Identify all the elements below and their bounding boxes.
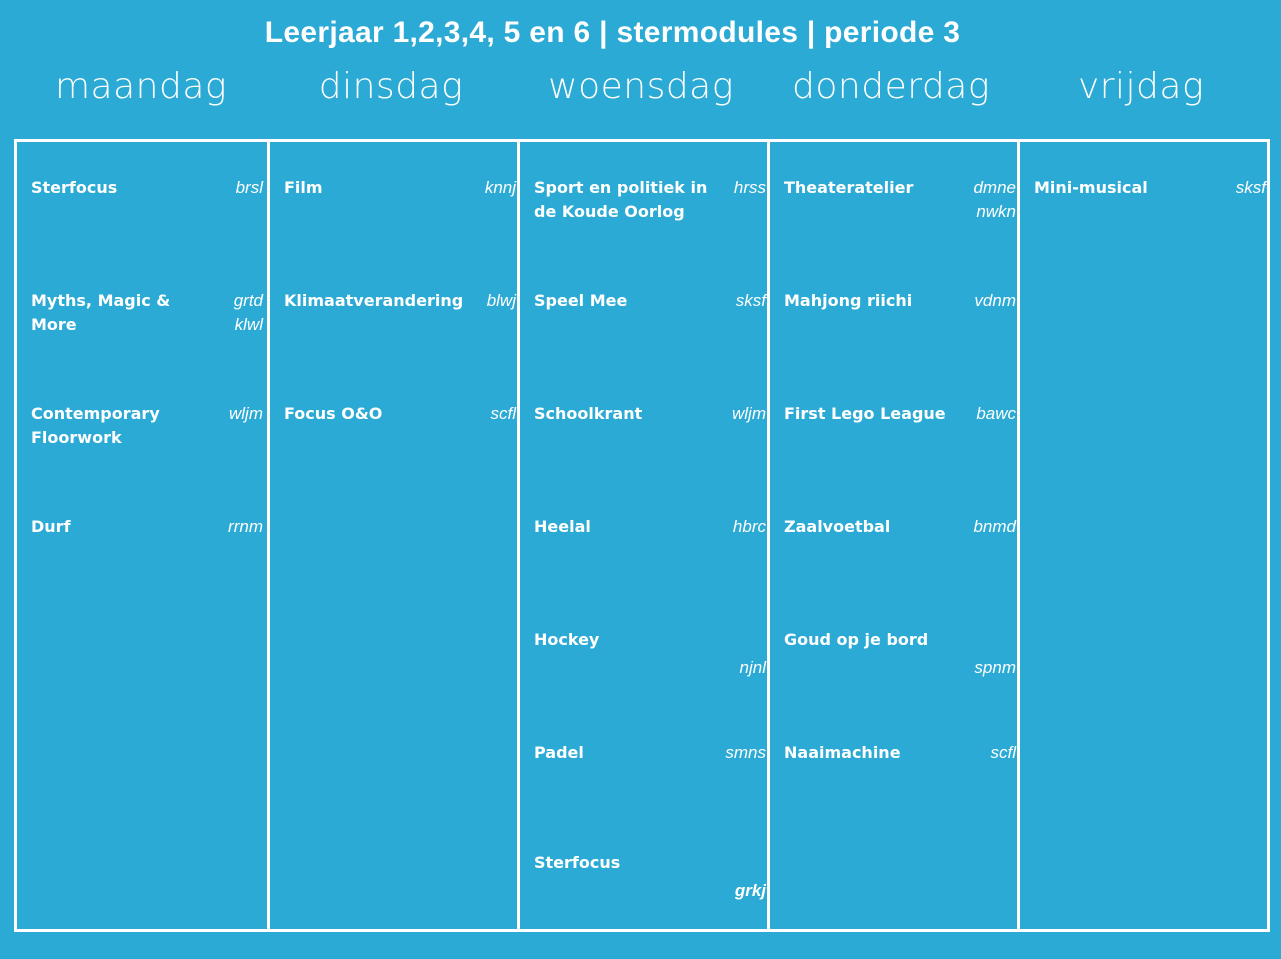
schedule-grid (14, 139, 1270, 932)
code-line: sksf (735, 291, 766, 310)
code-line: blwj (486, 291, 516, 310)
module-name: Theateratelier (784, 178, 914, 197)
code-line: sksf (1235, 178, 1266, 197)
code-line: hbrc (732, 517, 766, 536)
module-name: Durf (31, 517, 71, 536)
module-name: Klimaatverandering (284, 291, 464, 310)
code-line: hrss (733, 178, 766, 197)
teacher-code (485, 176, 516, 200)
day-header-tuesday: dinsdag (318, 66, 464, 107)
teacher-code (976, 402, 1016, 426)
teacher-code (732, 402, 766, 426)
teacher-code (487, 289, 516, 313)
day-headers (16, 66, 1266, 126)
code-line: vdnm (974, 291, 1016, 310)
module-name: Padel (534, 743, 584, 762)
teacher-code (734, 176, 766, 200)
day-header-friday: vrijdag (1077, 66, 1205, 107)
code-line: wljm (229, 404, 263, 423)
teacher-code (736, 289, 766, 313)
module-name: Mahjong riichi (784, 291, 913, 310)
code-line: dmne (973, 178, 1016, 197)
module-name: Myths, Magic & More (31, 291, 171, 334)
code-line: wljm (732, 404, 766, 423)
module-name: Focus O&O (284, 404, 383, 423)
module-name: Mini-musical (1034, 178, 1148, 197)
module-name: Sterfocus (31, 178, 118, 197)
module-name: Speel Mee (534, 291, 628, 310)
column-thursday (767, 142, 1020, 929)
code-line: grkj (734, 881, 766, 900)
code-line: rrnm (228, 517, 263, 536)
code-line: nwkn (976, 202, 1016, 221)
module-name: Zaalvoetbal (784, 517, 891, 536)
code-line: spnm (974, 658, 1016, 677)
teacher-code (740, 656, 766, 680)
module-name: Schoolkrant (534, 404, 643, 423)
teacher-code (236, 176, 263, 200)
column-friday (1017, 142, 1270, 929)
module-name: Sport en politiek in de Koude Oorlog (534, 178, 708, 221)
code-line: njnl (739, 658, 766, 677)
teacher-code (228, 515, 263, 539)
code-line: brsl (235, 178, 263, 197)
teacher-code (234, 289, 263, 337)
code-line: bnmd (973, 517, 1016, 536)
teacher-code (973, 515, 1016, 539)
code-line: smns (725, 743, 766, 762)
code-line: scfl (490, 404, 516, 423)
module-name: Goud op je bord (784, 630, 929, 649)
day-header-monday: maandag (54, 66, 228, 107)
teacher-code (974, 289, 1016, 313)
page-title: Leerjaar 1,2,3,4, 5 en 6 | stermodules | periode 3 (264, 16, 961, 49)
column-monday (17, 142, 267, 929)
column-wednesday (517, 142, 770, 929)
teacher-code (733, 515, 766, 539)
teacher-code (1236, 176, 1266, 200)
code-line: scfl (990, 743, 1016, 762)
code-line: klwl (234, 315, 263, 334)
day-header-wednesday: woensdag (548, 66, 734, 107)
teacher-code (974, 656, 1016, 680)
teacher-code (735, 879, 766, 903)
column-tuesday (267, 142, 520, 929)
module-name: Contemporary Floorwork (31, 404, 160, 447)
teacher-code (973, 176, 1016, 224)
day-header-thursday: donderdag (792, 66, 990, 107)
module-name: First Lego League (784, 404, 946, 423)
teacher-code (229, 402, 263, 426)
module-name: Film (284, 178, 323, 197)
module-name: Hockey (534, 630, 600, 649)
teacher-code (725, 741, 766, 765)
code-line: knnj (484, 178, 516, 197)
teacher-code (991, 741, 1017, 765)
teacher-code (491, 402, 517, 426)
module-name: Sterfocus (534, 853, 621, 872)
code-line: grtd (233, 291, 263, 310)
code-line: bawc (976, 404, 1016, 423)
module-name: Naaimachine (784, 743, 901, 762)
module-name: Heelal (534, 517, 591, 536)
